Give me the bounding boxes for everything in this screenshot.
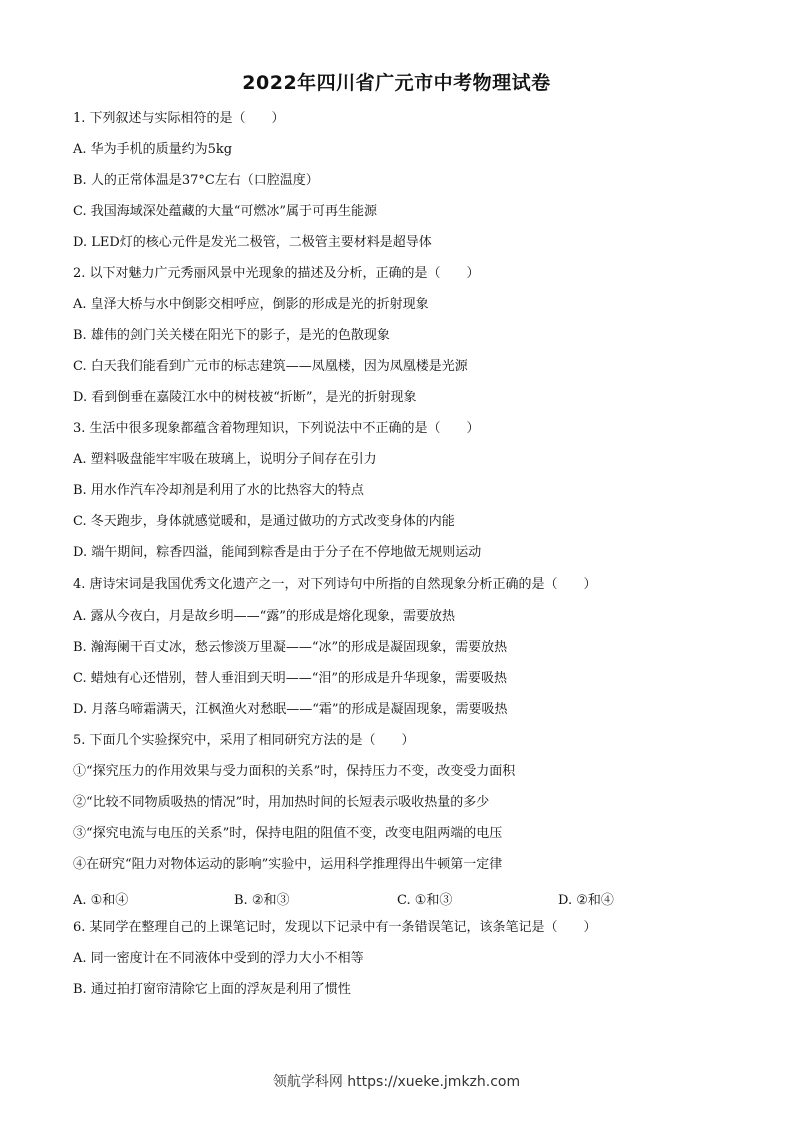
question-3-stem: 3. 生活中很多现象都蕴含着物理知识，下列说法中不正确的是（ ） [73,421,480,436]
question-5-item-1: ①“探究压力的作用效果与受力面积的关系”时，保持压力不变，改变受力面积 [73,764,516,779]
question-5-item-3: ③“探究电流与电压的关系”时，保持电阻的阻值不变，改变电阻两端的电压 [73,826,503,841]
question-5-item-2: ②“比较不同物质吸热的情况”时，用加热时间的长短表示吸收热量的多少 [73,795,490,810]
question-5-option-a: A. ①和④ [73,893,129,908]
question-5-option-d: D. ②和④ [558,893,614,908]
footer-watermark: 领航学科网 https://xueke.jmkzh.com [272,1074,521,1090]
question-6-option-b: B. 通过拍打窗帘清除它上面的浮灰是利用了惯性 [73,982,351,997]
question-4-stem: 4. 唐诗宋词是我国优秀文化遗产之一，对下列诗句中所指的自然现象分析正确的是（ ） [73,577,597,592]
question-3-option-d: D. 端午期间，粽香四溢，能闻到粽香是由于分子在不停地做无规则运动 [73,545,482,560]
question-5-options [73,889,633,908]
question-1-stem: 1. 下列叙述与实际相符的是（ ） [73,111,285,126]
question-6-option-a: A. 同一密度计在不同液体中受到的浮力大小不相等 [73,951,364,966]
question-6-stem: 6. 某同学在整理自己的上课笔记时，发现以下记录中有一条错误笔记，该条笔记是（ ） [73,920,597,935]
question-5-option-c: C. ①和③ [397,893,453,908]
question-1-option-a: A. 华为手机的质量约为5kg [73,142,233,157]
question-3-option-b: B. 用水作汽车冷却剂是利用了水的比热容大的特点 [73,483,364,498]
question-4-option-c: C. 蜡烛有心还惜别，替人垂泪到天明——“泪”的形成是升华现象，需要吸热 [73,671,508,686]
question-2-option-c: C. 白天我们能看到广元市的标志建筑——凤凰楼，因为凤凰楼是光源 [73,359,468,374]
question-2-option-b: B. 雄伟的剑门关关楼在阳光下的影子，是光的色散现象 [73,328,390,343]
question-3-option-a: A. 塑料吸盘能牢牢吸在玻璃上，说明分子间存在引力 [73,452,377,467]
question-2-option-d: D. 看到倒垂在嘉陵江水中的树枝被“折断”，是光的折射现象 [73,390,417,405]
question-5-item-4: ④在研究“阻力对物体运动的影响”实验中，运用科学推理得出牛顿第一定律 [73,857,503,872]
question-2-stem: 2. 以下对魅力广元秀丽风景中光现象的描述及分析，正确的是（ ） [73,266,480,281]
question-1-option-c: C. 我国海域深处蕴藏的大量“可燃冰”属于可再生能源 [73,204,378,219]
question-4-option-d: D. 月落乌啼霜满天，江枫渔火对愁眠——“霜”的形成是凝固现象，需要吸热 [73,702,508,717]
question-3-option-c: C. 冬天跑步，身体就感觉暖和，是通过做功的方式改变身体的内能 [73,514,455,529]
question-1-option-b: B. 人的正常体温是37°C左右（口腔温度） [73,173,319,188]
question-5-option-b: B. ②和③ [234,893,290,908]
question-4-option-a: A. 露从今夜白，月是故乡明——“露”的形成是熔化现象，需要放热 [73,609,455,624]
question-1-option-d: D. LED灯的核心元件是发光二极管，二极管主要材料是超导体 [73,235,432,250]
page-title: 2022年四川省广元市中考物理试卷 [242,72,551,94]
question-5-stem: 5. 下面几个实验探究中，采用了相同研究方法的是（ ） [73,733,415,748]
question-2-option-a: A. 皇泽大桥与水中倒影交相呼应，倒影的形成是光的折射现象 [73,297,429,312]
question-4-option-b: B. 瀚海阑干百丈冰，愁云惨淡万里凝——“冰”的形成是凝固现象，需要放热 [73,640,508,655]
